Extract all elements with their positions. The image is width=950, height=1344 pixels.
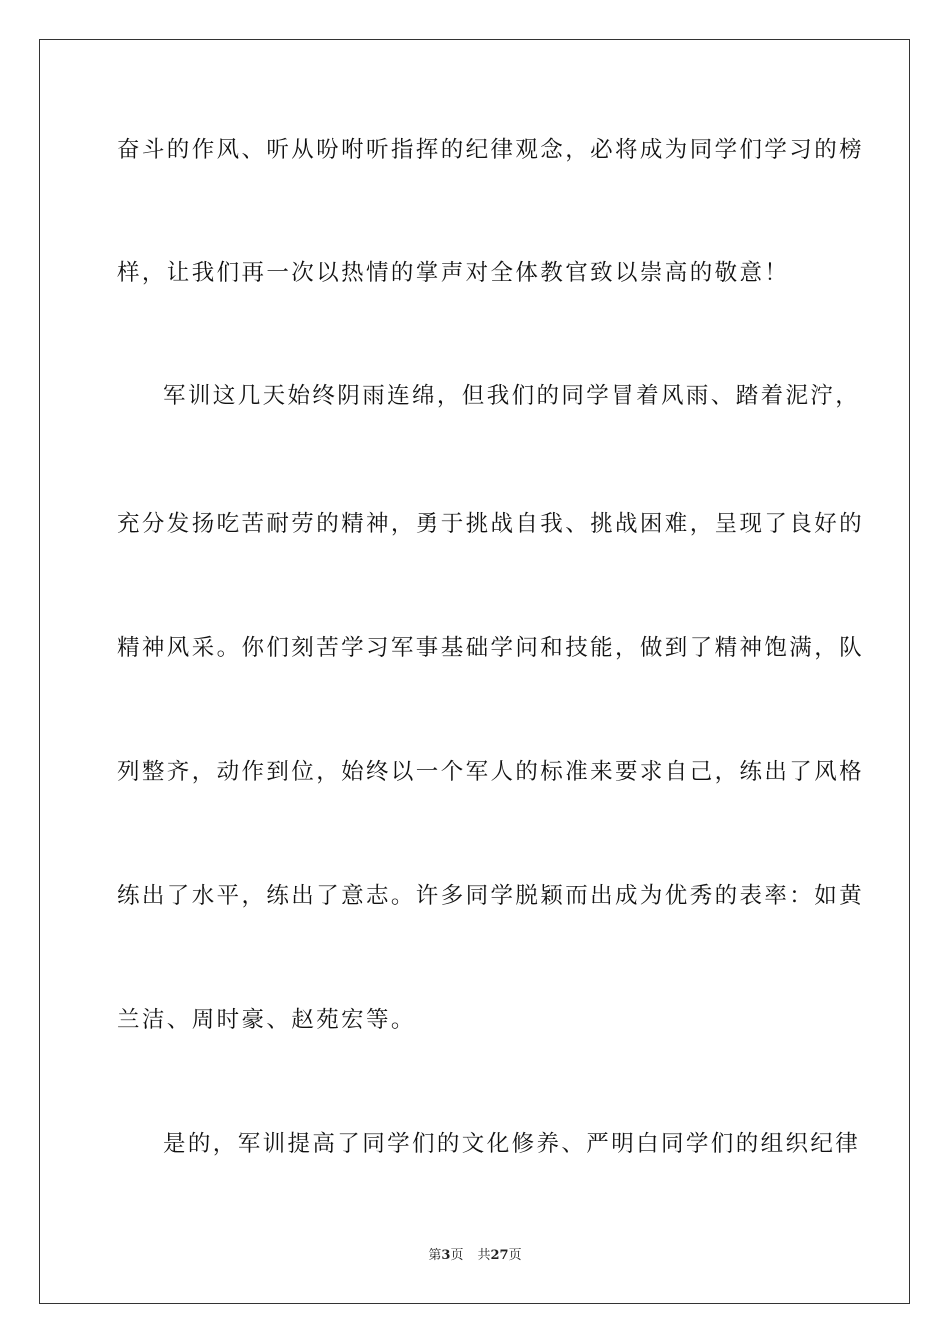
text-line: 练出了水平，练出了意志。许多同学脱颖而出成为优秀的表率：如黄 <box>117 883 865 909</box>
page-prefix: 第 <box>428 1248 442 1263</box>
paragraph-start-line: 是的，军训提高了同学们的文化修养、严明白同学们的组织纪律 <box>163 1131 861 1157</box>
page-number: 3 <box>441 1248 451 1263</box>
page-footer <box>0 1247 950 1265</box>
text-line: 列整齐，动作到位，始终以一个军人的标准来要求自己，练出了风格 <box>117 759 865 785</box>
page-border <box>39 39 910 1304</box>
total-prefix: 共 <box>477 1248 491 1263</box>
paragraph-start-line: 军训这几天始终阴雨连绵，但我们的同学冒着风雨、踏着泥泞， <box>163 383 861 409</box>
text-line: 奋斗的作风、听从吩咐听指挥的纪律观念，必将成为同学们学习的榜 <box>117 137 865 163</box>
text-line: 精神风采。你们刻苦学习军事基础学问和技能，做到了精神饱满，队 <box>117 635 865 661</box>
total-suffix: 页 <box>508 1248 522 1263</box>
page-suffix: 页 <box>450 1248 464 1263</box>
total-pages: 27 <box>490 1248 509 1263</box>
text-line: 充分发扬吃苦耐劳的精神，勇于挑战自我、挑战困难，呈现了良好的 <box>117 511 865 537</box>
text-line: 兰洁、周时豪、赵苑宏等。 <box>117 1007 416 1033</box>
text-line: 样，让我们再一次以热情的掌声对全体教官致以崇高的敬意！ <box>117 260 790 286</box>
